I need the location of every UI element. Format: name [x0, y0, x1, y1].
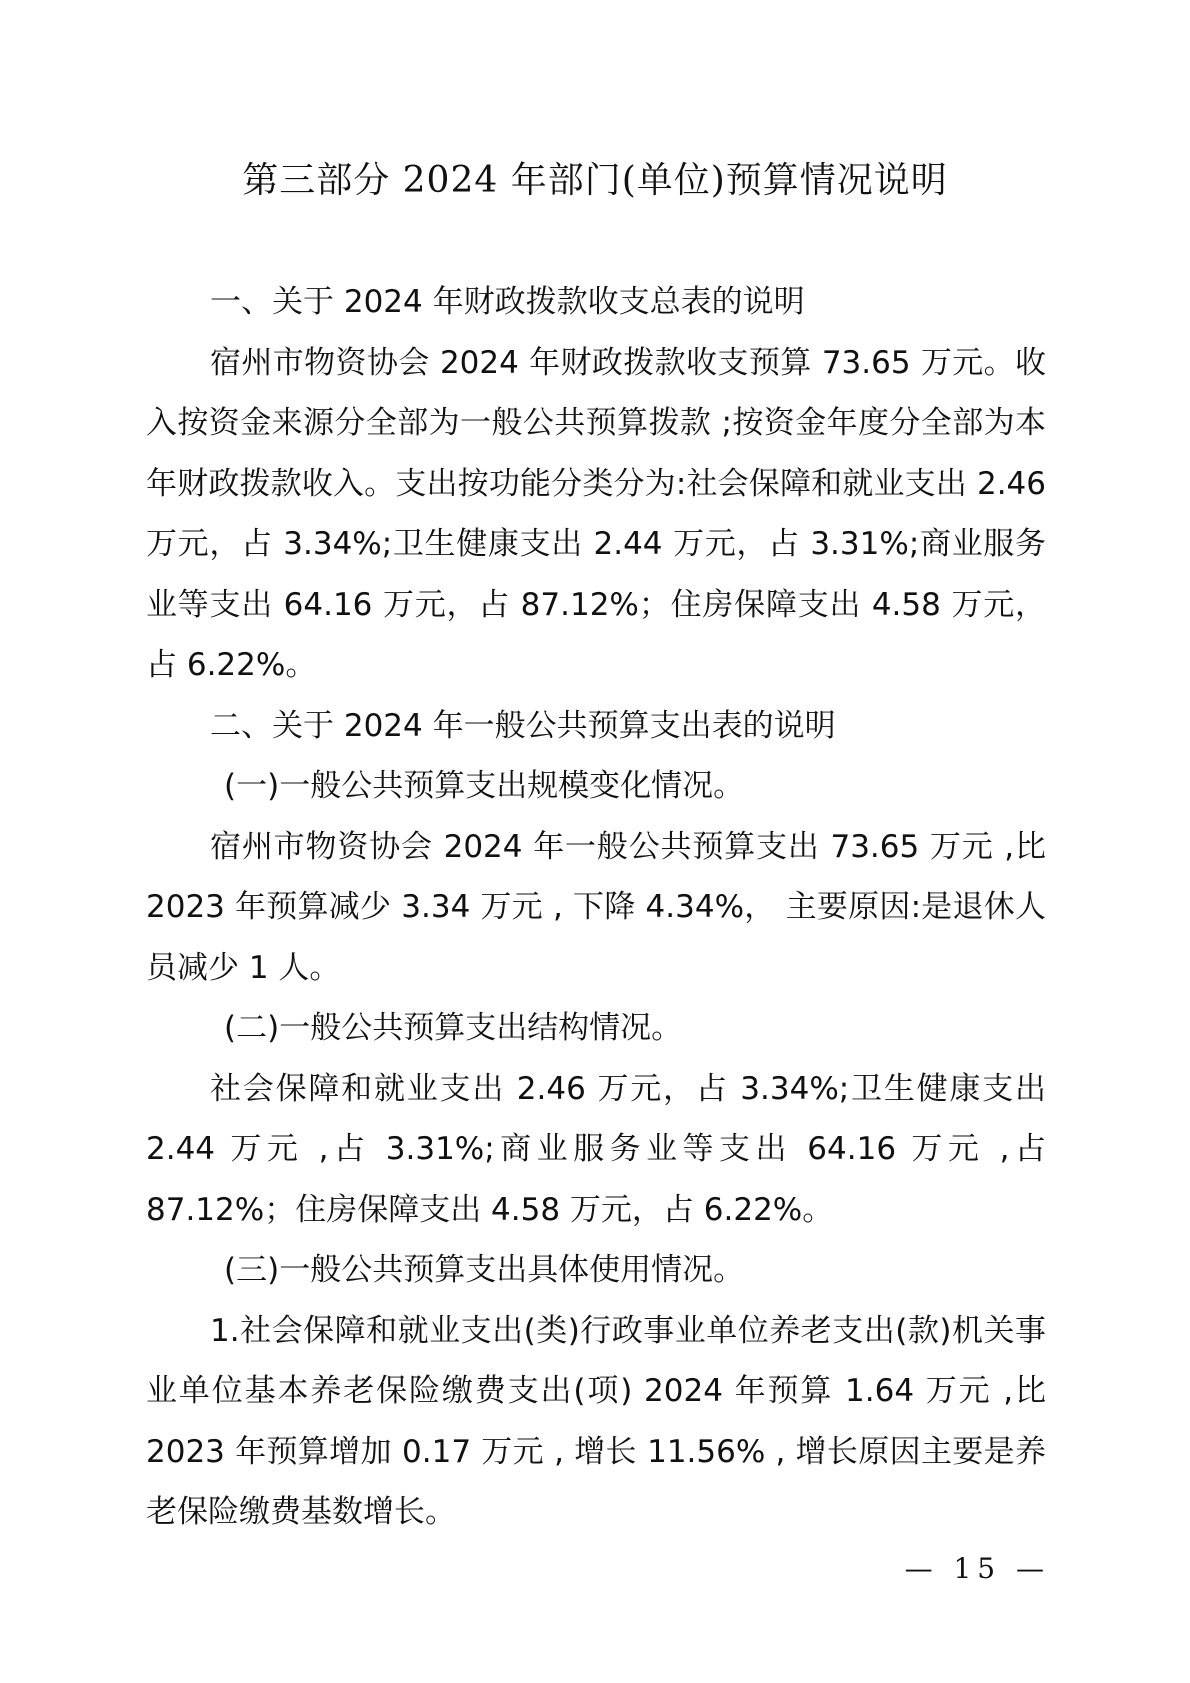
section-heading-1: 一、关于 2024 年财政拨款收支总表的说明 — [210, 284, 805, 320]
section-heading-2: 二、关于 2024 年一般公共预算支出表的说明 — [210, 707, 836, 744]
paragraph-1: 宿州市物资协会 2024 年财政拨款收支预算 73.65 万元。收入按资金来源分全部为一般公共预算拨款 ;按资金年度分全部为本年财政拨款收入。支出按功能分类分为:社会保障和就业支出 2.46 万元，占 3.34%;卫生健康支出 2.44 万元，占 3.31%;商业服务业等支出 64.16 万元，占 87.12%；住房保障支出 4.58 万元，占 6.22%。 — [146, 344, 1046, 683]
page-title: 第三部分 2024 年部门(单位)预算情况说明 — [242, 160, 948, 201]
page-number: — 15 — — [904, 1552, 1050, 1585]
paragraph-3: 社会保障和就业支出 2.46 万元，占 3.34%;卫生健康支出 2.44 万元 ,占 3.31%;商业服务业等支出 64.16 万元 ,占 87.12%；住房保障支出 4.58 万元，占 6.22%。 — [146, 1070, 1046, 1228]
subheading-2: (二)一般公共预算支出结构情况。 — [224, 1010, 683, 1046]
paragraph-2: 宿州市物资协会 2024 年一般公共预算支出 73.65 万元 ,比 2023 年预算减少 3.34 万元 , 下降 4.34%， 主要原因:是退休人员减少 1 人。 — [146, 828, 1046, 986]
subheading-1: (一)一般公共预算支出规模变化情况。 — [224, 768, 745, 804]
paragraph-4: 1.社会保障和就业支出(类)行政事业单位养老支出(款)机关事业单位基本养老保险缴费支出(项) 2024 年预算 1.64 万元 ,比 2023 年预算增加 0.17 万元 , 增长 11.56% , 增长原因主要是养老保险缴费基数增长。 — [146, 1312, 1046, 1530]
subheading-3: (三)一般公共预算支出具体使用情况。 — [224, 1252, 745, 1288]
document-body — [146, 272, 1046, 1543]
